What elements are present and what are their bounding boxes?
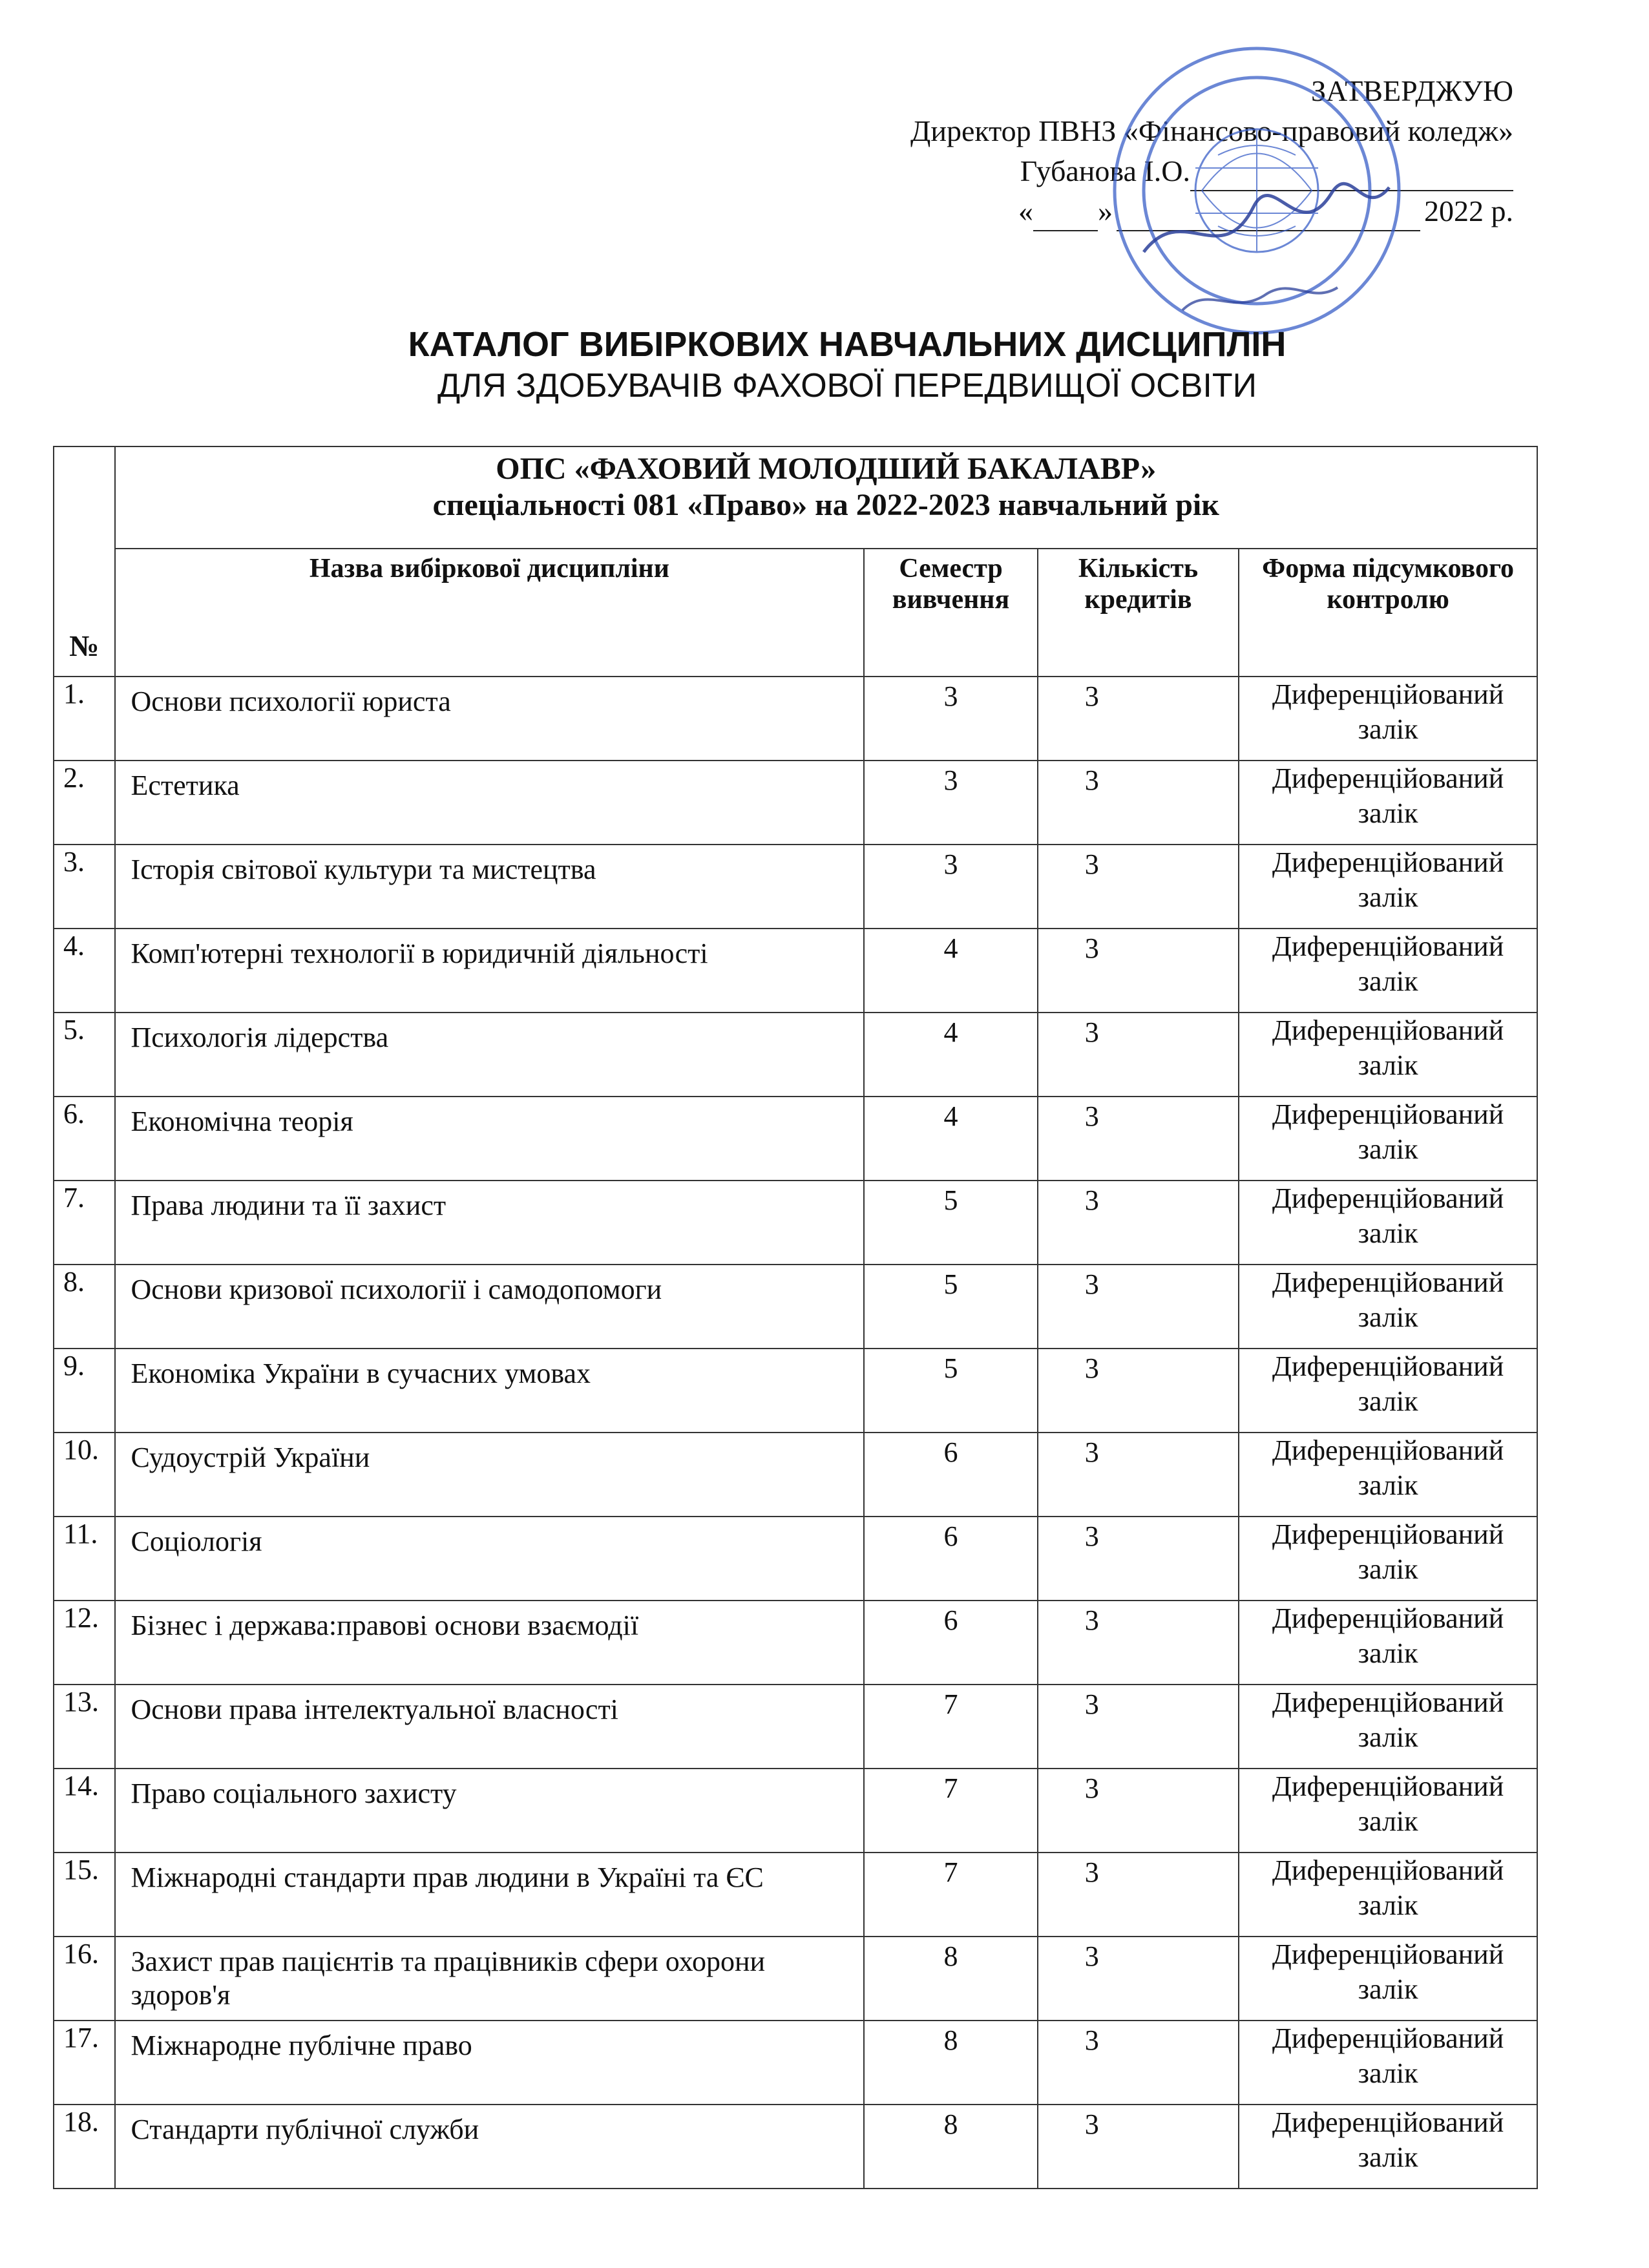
row-number: 4. (54, 929, 115, 1013)
semester: 7 (864, 1769, 1037, 1853)
document-subtitle: ДЛЯ ЗДОБУВАЧІВ ФАХОВОЇ ПЕРЕДВИЩОЇ ОСВІТИ (437, 367, 1257, 404)
row-number: 2. (54, 761, 115, 845)
discipline-name: Історія світової культури та мистецтва (115, 845, 865, 929)
row-number: 6. (54, 1097, 115, 1181)
credits-column-header: Кількість кредитів (1038, 549, 1239, 677)
table-row (54, 1265, 1537, 1349)
table-row (54, 1685, 1537, 1769)
control-form: Диференційований залік (1239, 1853, 1537, 1937)
credits: 3 (1038, 1937, 1239, 2021)
table-row (54, 1013, 1537, 1097)
discipline-name: Права людини та її захист (115, 1181, 865, 1265)
row-number: 14. (54, 1769, 115, 1853)
discipline-name: Економічна теорія (115, 1097, 865, 1181)
table-header-row-program (54, 446, 1537, 549)
official-stamp-and-signature (1105, 39, 1409, 342)
table-row (54, 2105, 1537, 2189)
row-number: 15. (54, 1853, 115, 1937)
credits: 3 (1038, 2105, 1239, 2189)
control-form: Диференційований залік (1239, 1937, 1537, 2021)
row-number: 13. (54, 1685, 115, 1769)
semester: 3 (864, 761, 1037, 845)
row-number: 8. (54, 1265, 115, 1349)
row-number: 7. (54, 1181, 115, 1265)
day-blank (1033, 204, 1098, 231)
credits: 3 (1038, 1601, 1239, 1685)
discipline-name: Основи психології юриста (115, 677, 865, 761)
semester-column-header: Семестр вивчення (864, 549, 1037, 677)
credits: 3 (1038, 1181, 1239, 1265)
control-form: Диференційований залік (1239, 2021, 1537, 2105)
director-position: Директор ПВНЗ «Фінансово-правовий коледж» (910, 114, 1513, 147)
discipline-name: Основи кризової психології і самодопомоги (115, 1265, 865, 1349)
credits: 3 (1038, 761, 1239, 845)
semester: 6 (864, 1517, 1037, 1601)
control-form: Диференційований залік (1239, 1265, 1537, 1349)
number-column-header: № (54, 446, 115, 677)
semester: 4 (864, 1013, 1037, 1097)
semester: 7 (864, 1853, 1037, 1937)
table-row (54, 761, 1537, 845)
credits: 3 (1038, 1265, 1239, 1349)
table-row (54, 1601, 1537, 1685)
discipline-name: Судоустрій України (115, 1433, 865, 1517)
credits: 3 (1038, 1349, 1239, 1433)
program-specialty: спеціальності 081 «Право» на 2022-2023 навчальний рік (432, 488, 1219, 522)
credits: 3 (1038, 2021, 1239, 2105)
discipline-name: Міжнародне публічне право (115, 2021, 865, 2105)
semester: 3 (864, 845, 1037, 929)
control-form: Диференційований залік (1239, 1433, 1537, 1517)
semester: 4 (864, 1097, 1037, 1181)
control-form: Диференційований залік (1239, 1097, 1537, 1181)
table-row (54, 1097, 1537, 1181)
row-number: 18. (54, 2105, 115, 2189)
control-form: Диференційований залік (1239, 1181, 1537, 1265)
discipline-name: Естетика (115, 761, 865, 845)
control-form-column-header: Форма підсумкового контролю (1239, 549, 1537, 677)
semester: 7 (864, 1685, 1037, 1769)
credits: 3 (1038, 1517, 1239, 1601)
table-row (54, 1937, 1537, 2021)
control-form: Диференційований залік (1239, 1517, 1537, 1601)
semester: 5 (864, 1349, 1037, 1433)
discipline-name: Право соціального захисту (115, 1769, 865, 1853)
semester: 3 (864, 677, 1037, 761)
control-form: Диференційований залік (1239, 929, 1537, 1013)
semester: 5 (864, 1181, 1037, 1265)
semester: 4 (864, 929, 1037, 1013)
semester: 8 (864, 2021, 1037, 2105)
discipline-name: Соціологія (115, 1517, 865, 1601)
row-number: 1. (54, 677, 115, 761)
approve-word: ЗАТВЕРДЖУЮ (1310, 74, 1513, 107)
row-number: 16. (54, 1937, 115, 2021)
semester: 6 (864, 1433, 1037, 1517)
table-row (54, 1853, 1537, 1937)
credits: 3 (1038, 1097, 1239, 1181)
table-row (54, 1349, 1537, 1433)
credits: 3 (1038, 1433, 1239, 1517)
program-title: ОПС «ФАХОВИЙ МОЛОДШИЙ БАКАЛАВР» (496, 452, 1157, 486)
row-number: 12. (54, 1601, 115, 1685)
control-form: Диференційований залік (1239, 677, 1537, 761)
table-row (54, 1181, 1537, 1265)
credits: 3 (1038, 677, 1239, 761)
credits: 3 (1038, 1685, 1239, 1769)
control-form: Диференційований залік (1239, 2105, 1537, 2189)
control-form: Диференційований залік (1239, 1349, 1537, 1433)
date-open-quote: « (1018, 194, 1033, 227)
credits: 3 (1038, 929, 1239, 1013)
document-title-block (0, 323, 1649, 406)
control-form: Диференційований залік (1239, 1685, 1537, 1769)
date-close-quote: » (1098, 194, 1113, 227)
director-name: Губанова І.О. (1020, 154, 1190, 187)
credits: 3 (1038, 1853, 1239, 1937)
signature-scribble (1144, 184, 1389, 252)
discipline-name: Стандарти публічної служби (115, 2105, 865, 2189)
control-form: Диференційований залік (1239, 1601, 1537, 1685)
row-number: 9. (54, 1349, 115, 1433)
table-row (54, 677, 1537, 761)
table-row (54, 2021, 1537, 2105)
semester: 8 (864, 1937, 1037, 2021)
semester: 8 (864, 2105, 1037, 2189)
discipline-name: Економіка України в сучасних умовах (115, 1349, 865, 1433)
row-number: 17. (54, 2021, 115, 2105)
row-number: 5. (54, 1013, 115, 1097)
control-form: Диференційований залік (1239, 845, 1537, 929)
table-row (54, 845, 1537, 929)
discipline-name: Захист прав пацієнтів та працівників сфери охорони здоров'я (115, 1937, 865, 2021)
row-number: 3. (54, 845, 115, 929)
row-number: 10. (54, 1433, 115, 1517)
credits: 3 (1038, 1013, 1239, 1097)
program-header (115, 446, 1538, 549)
catalog-rows (54, 677, 1537, 2189)
semester: 5 (864, 1265, 1037, 1349)
discipline-name: Основи права інтелектуальної власності (115, 1685, 865, 1769)
control-form: Диференційований залік (1239, 1769, 1537, 1853)
discipline-name: Міжнародні стандарти прав людини в Україні та ЄС (115, 1853, 865, 1937)
discipline-name: Бізнес і держава:правові основи взаємодії (115, 1601, 865, 1685)
discipline-name-column-header: Назва вибіркової дисципліни (115, 549, 865, 677)
control-form: Диференційований залік (1239, 1013, 1537, 1097)
credits: 3 (1038, 845, 1239, 929)
row-number: 11. (54, 1517, 115, 1601)
table-row (54, 1769, 1537, 1853)
semester: 6 (864, 1601, 1037, 1685)
credits: 3 (1038, 1769, 1239, 1853)
document-title: КАТАЛОГ ВИБІРКОВИХ НАВЧАЛЬНИХ ДИСЦИПЛІН (408, 325, 1287, 364)
control-form: Диференційований залік (1239, 761, 1537, 845)
table-row (54, 1517, 1537, 1601)
catalog-table (53, 446, 1538, 2189)
table-header-row-columns (54, 549, 1537, 677)
date-year: 2022 р. (1424, 194, 1513, 227)
discipline-name: Психологія лідерства (115, 1013, 865, 1097)
table-row (54, 1433, 1537, 1517)
table-row (54, 929, 1537, 1013)
discipline-name: Комп'ютерні технології в юридичній діяльності (115, 929, 865, 1013)
